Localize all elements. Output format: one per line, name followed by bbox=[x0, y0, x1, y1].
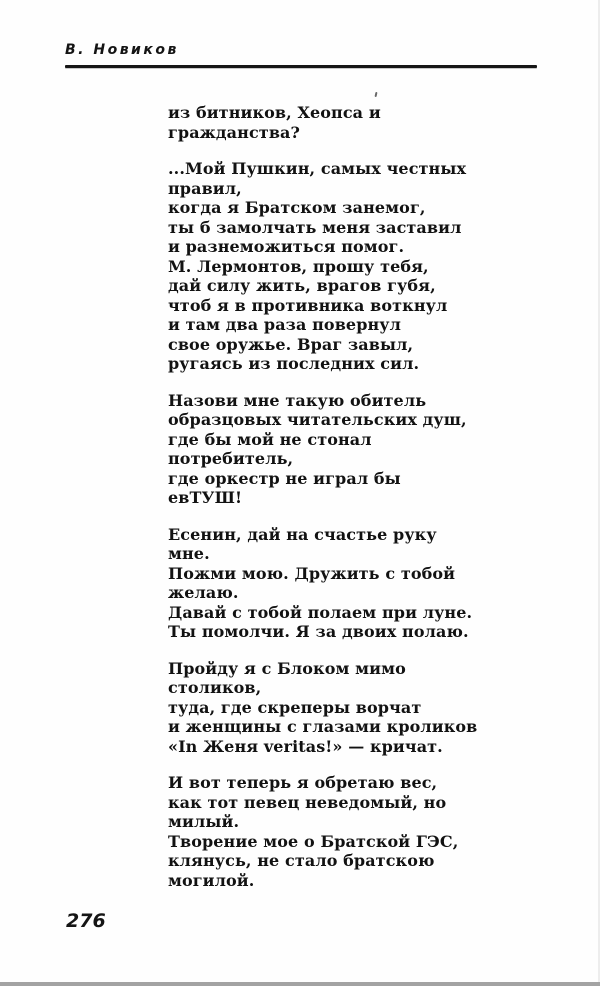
poem-stanza bbox=[168, 773, 468, 890]
poem-line: «In Женя veritas!» — кричат. bbox=[168, 736, 443, 756]
poem-line: ты б замолчать меня заставил bbox=[168, 217, 462, 237]
poem-line: как тот певец неведомый, но bbox=[168, 792, 447, 812]
poem-line: образцовых читательских душ, bbox=[168, 410, 467, 429]
poem-stanza bbox=[168, 658, 478, 757]
poem-line: свое оружье. Враг завыл, bbox=[168, 334, 414, 354]
poem-line: евТУШ! bbox=[168, 488, 243, 507]
scan-artifact bbox=[375, 92, 378, 97]
poem-line: где оркестр не играл бы bbox=[168, 468, 401, 488]
poem-line: Ты помолчи. Я за двоих полаю. bbox=[168, 622, 469, 641]
poem-line: М. Лермонтов, прошу тебя, bbox=[168, 256, 429, 276]
poem-line: И вот теперь я обретаю вес, bbox=[168, 773, 438, 792]
poem-line: столиков, bbox=[168, 678, 262, 697]
poem-line: Есенин, дай на счастье руку bbox=[168, 524, 437, 544]
poem-line: Пройду я с Блоком мимо bbox=[168, 658, 406, 678]
poem-line: Творение мое о Братской ГЭС, bbox=[168, 831, 459, 851]
poem-line: желаю. bbox=[168, 583, 239, 602]
poem-line: и разнеможиться помог. bbox=[168, 237, 405, 256]
poem-line: ...Мой Пушкин, самых честных bbox=[168, 159, 467, 178]
scan-bottom-edge bbox=[0, 982, 600, 986]
poem-stanza bbox=[168, 159, 468, 374]
poem-line: гражданства? bbox=[168, 122, 300, 142]
poem-line: из битников, Хеопса и bbox=[168, 103, 381, 122]
poem-line: когда я Братском занемог, bbox=[168, 198, 426, 217]
header-divider-rule bbox=[65, 65, 537, 68]
running-header-author: В. Новиков bbox=[65, 42, 179, 58]
poem-line: мне. bbox=[168, 544, 210, 563]
poem-line: где бы мой не стонал bbox=[168, 429, 372, 449]
poem-stanza bbox=[168, 391, 468, 508]
poem-line: потребитель, bbox=[168, 449, 294, 468]
poem-stanza bbox=[168, 103, 468, 142]
poem-line: Пожми мою. Дружить с тобой bbox=[168, 563, 456, 583]
poem-line: чтоб я в противника воткнул bbox=[168, 295, 448, 315]
poem-line: ругаясь из последних сил. bbox=[168, 354, 420, 373]
poem-line: дай силу жить, врагов губя, bbox=[168, 276, 436, 295]
poem-line: и женщины с глазами кроликов bbox=[168, 717, 478, 736]
poem-line: и там два раза повернул bbox=[168, 315, 402, 334]
poem-line: клянусь, не стало братскою bbox=[168, 851, 435, 870]
poem-line: правил, bbox=[168, 178, 242, 198]
poem-line: Назови мне такую обитель bbox=[168, 390, 427, 410]
poem-line: Давай с тобой полаем при луне. bbox=[168, 602, 473, 622]
page-number: 276 bbox=[66, 910, 106, 932]
poem-line: туда, где скреперы ворчат bbox=[168, 697, 422, 717]
poem-line: могилой. bbox=[168, 870, 255, 890]
poem-stanza bbox=[168, 524, 473, 642]
poem-line: милый. bbox=[168, 812, 240, 831]
poem bbox=[168, 103, 478, 907]
